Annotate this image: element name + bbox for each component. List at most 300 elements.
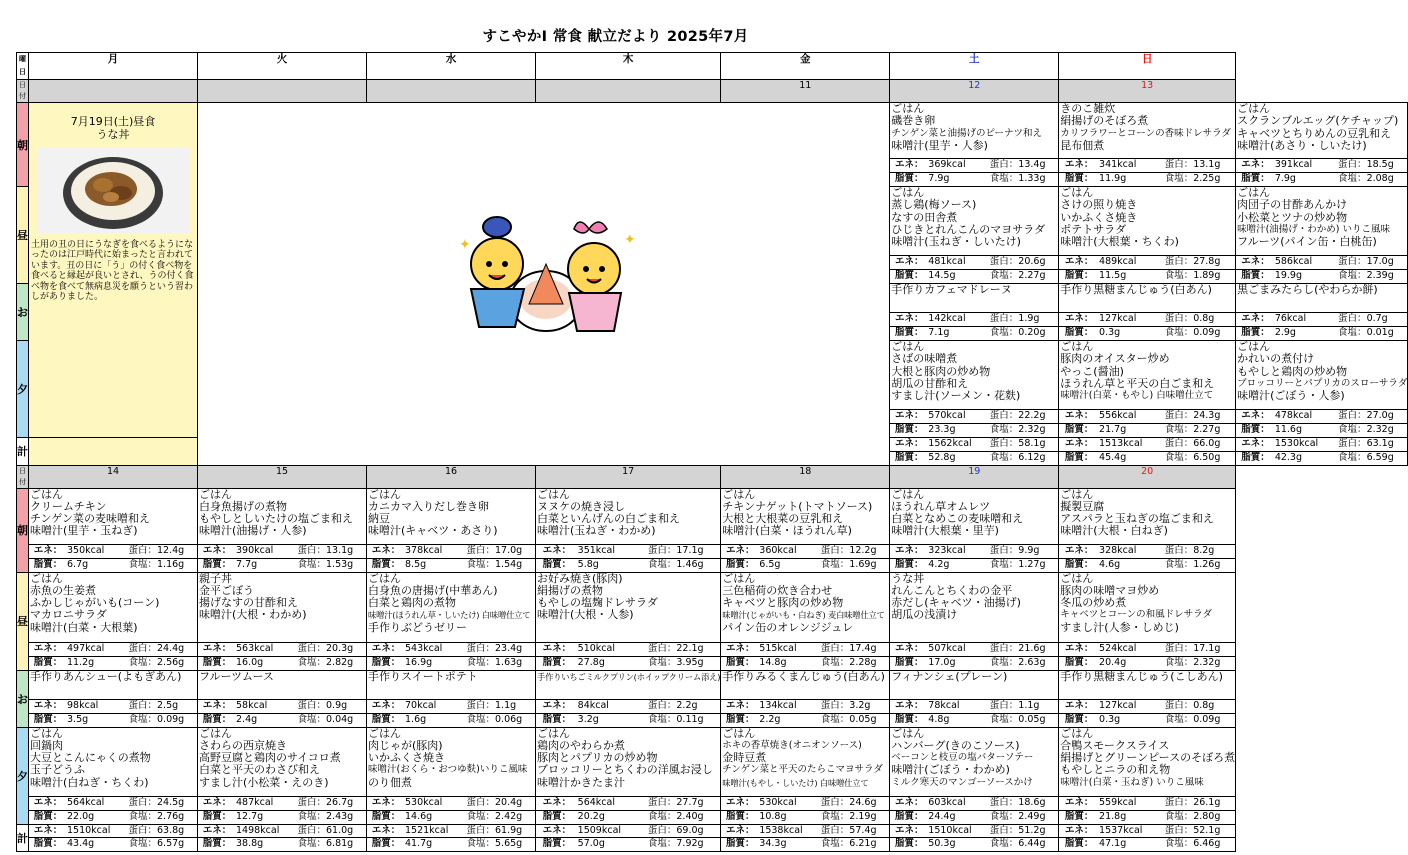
protein-value: 69.0g: [676, 825, 720, 838]
menu-items: [890, 573, 1058, 622]
fat-label: 脂質：: [1241, 270, 1270, 282]
fat-label: 脂質：: [1064, 424, 1094, 436]
salt-label: 食塩：: [466, 656, 495, 668]
meal-cell: [1236, 187, 1408, 284]
salt-value: 2.28g: [849, 656, 877, 668]
protein-value: 20.6g: [1018, 256, 1058, 270]
energy-value: 497kcal: [67, 643, 115, 657]
protein-value: 57.4g: [849, 825, 889, 838]
protein-value: 13.1g: [326, 545, 366, 559]
energy-label: エネ：: [890, 410, 928, 424]
fat-value: 57.0g: [577, 838, 605, 850]
meal-cell: [890, 341, 1059, 438]
energy-value: 530kcal: [405, 797, 453, 811]
meal-block: [29, 728, 197, 824]
menu-item: 白菜となめこの麦味噌和え: [891, 512, 1024, 526]
salt-label: 食塩：: [1164, 327, 1194, 339]
energy-value: 390kcal: [236, 545, 284, 559]
meal-cell: [536, 572, 721, 670]
nutrition-block: [536, 699, 720, 727]
protein-label: 蛋白：: [630, 825, 676, 838]
salt-label: 食塩：: [989, 713, 1019, 725]
energy-label: エネ：: [1059, 438, 1099, 451]
salt-label: 食塩：: [128, 838, 157, 850]
nutrition-block: [536, 642, 720, 670]
nutrition-block: [1236, 312, 1407, 340]
menu-item: ひじきとれんこんのマヨサラダ: [891, 222, 1046, 236]
fat-label: 脂質：: [726, 558, 755, 570]
nutrition-block: [367, 699, 535, 727]
protein-value: 63.1g: [1367, 438, 1408, 451]
fat-label: 脂質：: [1241, 327, 1270, 339]
protein-value: 20.4g: [495, 797, 535, 811]
energy-value: 328kcal: [1099, 545, 1149, 559]
protein-value: 23.4g: [495, 643, 535, 657]
illustration-area: [198, 103, 890, 466]
fat-value: 11.5g: [1099, 270, 1127, 282]
energy-label: エネ：: [890, 643, 928, 657]
protein-value: 24.3g: [1193, 410, 1235, 424]
menu-items: [721, 728, 889, 789]
menu-items: [367, 728, 535, 789]
nutrition-block: [29, 642, 197, 670]
meal-cell: [721, 572, 890, 670]
salt-label: 食塩：: [647, 713, 677, 725]
fat-label: 脂質：: [371, 558, 401, 570]
salt-value: 0.20g: [1018, 327, 1046, 339]
energy-value: 564kcal: [578, 797, 631, 811]
menu-item: ブロッコリーとちくわの洋風お浸し: [537, 763, 713, 777]
fat-label: 脂質：: [542, 810, 572, 822]
protein-label: 蛋白：: [630, 545, 676, 559]
salt-value: 0.09g: [1193, 713, 1221, 725]
energy-value: 543kcal: [405, 643, 453, 657]
meal-cell: [1059, 284, 1236, 341]
menu-item: さけの照り焼き: [1060, 198, 1138, 212]
energy-value: 341kcal: [1099, 159, 1149, 173]
menu-item: ごはん: [891, 340, 925, 353]
salt-value: 0.05g: [1018, 713, 1046, 725]
menu-item: 手作りスイートポテト: [368, 669, 478, 683]
energy-label: エネ：: [536, 797, 578, 811]
fat-value: 24.4g: [928, 810, 956, 822]
protein-label: 蛋白：: [284, 700, 326, 714]
energy-label: エネ：: [198, 825, 236, 838]
feature-subtitle: うな丼: [96, 128, 130, 141]
menu-items: [198, 728, 366, 789]
fat-value: 3.2g: [577, 713, 599, 725]
energy-value: 510kcal: [578, 643, 631, 657]
menu-item: 豚肉とパプリカの炒め物: [537, 751, 658, 765]
energy-value: 524kcal: [1099, 643, 1149, 657]
weekday-header: 日: [1059, 53, 1236, 80]
protein-value: 12.4g: [157, 545, 197, 559]
salt-value: 0.04g: [326, 713, 354, 725]
daily-total-nutrition: [890, 438, 1058, 465]
menu-item: 胡瓜の浅漬け: [891, 608, 958, 622]
menu-item: ごはん: [1237, 102, 1271, 115]
energy-label: エネ：: [1236, 256, 1275, 270]
energy-value: 98kcal: [67, 700, 115, 714]
fat-value: 27.8g: [577, 656, 605, 668]
energy-value: 559kcal: [1099, 797, 1149, 811]
menu-item: 擬製豆腐: [1060, 499, 1105, 513]
nutrition-block: [890, 312, 1058, 340]
menu-item: マカロニサラダ: [30, 608, 107, 622]
fat-label: 脂質：: [726, 713, 755, 725]
fat-value: 20.4g: [1099, 656, 1127, 668]
meal-block: [536, 489, 720, 572]
menu-item: なすの田舎煮: [891, 210, 958, 224]
nutrition-block: [890, 642, 1058, 670]
nutrition-block: [1059, 312, 1235, 340]
nutrition-block: [721, 642, 889, 670]
energy-value: 360kcal: [759, 545, 807, 559]
salt-label: 食塩：: [989, 838, 1019, 850]
meal-block: [890, 341, 1058, 437]
menu-item: 味噌汁(里芋・人参): [891, 138, 988, 152]
protein-value: 52.1g: [1193, 825, 1235, 838]
meal-block: [367, 573, 535, 670]
energy-label: エネ：: [1059, 545, 1099, 559]
youbi-label: 曜日: [17, 53, 29, 80]
salt-label: 食塩：: [297, 713, 326, 725]
protein-label: 蛋白：: [453, 545, 495, 559]
fat-value: 7.7g: [236, 558, 258, 570]
fat-label: 脂質：: [1241, 451, 1270, 463]
menu-item: 味噌汁(大根葉・ちくわ): [1060, 235, 1179, 249]
menu-item: 味噌汁(玉ねぎ・しいたけ): [891, 235, 1021, 249]
menu-item: 味噌汁(白菜・もやし) 白味噌仕立て: [1060, 390, 1214, 402]
menu-item: ごはん: [199, 726, 232, 740]
hizuke-label: 日付: [17, 80, 29, 103]
menu-item: 手作りあんシュー(よもぎあん): [30, 669, 182, 683]
menu-item: クリームチキン: [30, 499, 107, 513]
salt-value: 1.54g: [495, 558, 523, 570]
date-cell: 16: [367, 465, 536, 488]
salt-label: 食塩：: [820, 838, 850, 850]
protein-value: 8.2g: [1193, 545, 1235, 559]
nutrition-block: [721, 544, 889, 572]
meal-cell: [721, 670, 890, 727]
fat-label: 脂質：: [371, 810, 401, 822]
fat-value: 38.8g: [236, 838, 264, 850]
protein-value: 1.1g: [1018, 700, 1058, 714]
protein-value: 21.6g: [1018, 643, 1058, 657]
fat-label: 脂質：: [542, 656, 572, 668]
fat-label: 脂質：: [1064, 270, 1094, 282]
menu-items: [1236, 187, 1407, 248]
meal-label-yuu: 夕: [17, 727, 29, 824]
energy-value: 570kcal: [928, 410, 976, 424]
menu-item: 味噌汁(白菜・大根葉): [30, 620, 138, 634]
fat-label: 脂質：: [202, 838, 232, 850]
meal-block: [367, 671, 535, 727]
meal-cell: [1236, 103, 1408, 187]
nutrition-block: [1236, 255, 1407, 283]
page-title: すこやかⅠ 常食 献立だより 2025年7月: [482, 29, 749, 45]
fat-value: 21.8g: [1099, 810, 1127, 822]
nutrition-block: [1059, 158, 1235, 186]
menu-item: 味噌汁(玉ねぎ・わかめ): [537, 524, 656, 538]
fat-label: 脂質：: [1064, 451, 1094, 463]
menu-items: [1236, 103, 1407, 152]
protein-label: 蛋白：: [1149, 159, 1193, 173]
fat-label: 脂質：: [1241, 173, 1270, 185]
salt-label: 食塩：: [1164, 270, 1194, 282]
energy-label: エネ：: [198, 545, 236, 559]
meal-cell: [890, 727, 1059, 824]
salt-label: 食塩：: [1164, 713, 1194, 725]
protein-label: 蛋白：: [284, 643, 326, 657]
menu-item: ごはん: [722, 726, 756, 740]
menu-item: 高野豆腐と鶏肉のサイコロ煮: [199, 751, 341, 765]
salt-label: 食塩：: [1164, 451, 1194, 463]
meal-cell: [536, 824, 721, 852]
menu-items: [536, 489, 720, 538]
salt-label: 食塩：: [820, 810, 850, 822]
protein-value: 22.1g: [676, 643, 720, 657]
menu-item: ごはん: [891, 102, 925, 115]
energy-label: エネ：: [1059, 643, 1099, 657]
protein-label: 蛋白：: [115, 700, 157, 714]
nutrition-block: [1236, 409, 1407, 437]
salt-label: 食塩：: [1164, 424, 1194, 436]
fat-label: 脂質：: [895, 656, 924, 668]
protein-value: 13.1g: [1193, 159, 1235, 173]
weekday-header: 木: [536, 53, 721, 80]
menu-item: ごはん: [199, 487, 232, 501]
protein-label: 蛋白：: [807, 700, 849, 714]
salt-value: 1.26g: [1193, 558, 1221, 570]
feature-blank: [29, 438, 198, 466]
protein-label: 蛋白：: [453, 643, 495, 657]
energy-label: エネ：: [367, 825, 405, 838]
menu-items: [367, 489, 535, 538]
fat-label: 脂質：: [33, 558, 63, 570]
menu-item: 大根と豚肉の炒め物: [891, 364, 991, 378]
fat-label: 脂質：: [542, 838, 572, 850]
energy-value: 127kcal: [1099, 700, 1149, 714]
salt-label: 食塩：: [989, 810, 1019, 822]
meal-block: [536, 671, 720, 727]
protein-label: 蛋白：: [976, 438, 1018, 451]
protein-label: 蛋白：: [1324, 159, 1367, 173]
protein-label: 蛋白：: [1149, 700, 1193, 714]
meal-cell: [1236, 438, 1408, 466]
energy-label: エネ：: [367, 797, 405, 811]
meal-block: [1059, 284, 1235, 340]
protein-label: 蛋白：: [115, 825, 157, 838]
energy-value: 1521kcal: [405, 825, 453, 838]
protein-value: 0.7g: [1367, 313, 1408, 327]
menu-item: ごはん: [30, 726, 63, 740]
protein-value: 27.8g: [1193, 256, 1235, 270]
fat-value: 16.0g: [236, 656, 264, 668]
salt-value: 2.76g: [157, 810, 185, 822]
salt-value: 6.59g: [1366, 451, 1394, 463]
meal-cell: [536, 670, 721, 727]
menu-item: ごはん: [1237, 186, 1271, 199]
nutrition-block: [1059, 409, 1235, 437]
protein-value: 63.8g: [157, 825, 197, 838]
fat-value: 17.0g: [928, 656, 956, 668]
energy-label: エネ：: [1059, 256, 1099, 270]
energy-value: 487kcal: [236, 797, 284, 811]
daily-total-nutrition: [1059, 438, 1235, 465]
meal-block: [29, 573, 197, 670]
menu-item: チンゲン菜と平天のたらこマヨサラダ: [722, 764, 883, 776]
fat-value: 7.9g: [1274, 173, 1296, 185]
energy-value: 1498kcal: [236, 825, 284, 838]
menu-item: 手作りいちごミルクプリン(ホイップクリーム添え): [537, 671, 721, 682]
menu-item: すまし汁(小松菜・えのき): [199, 775, 329, 789]
protein-value: 24.6g: [849, 797, 889, 811]
fat-value: 47.1g: [1099, 838, 1127, 850]
protein-value: 24.4g: [157, 643, 197, 657]
meal-row-hiru: [17, 572, 1408, 670]
energy-value: 1530kcal: [1275, 438, 1324, 451]
meal-cell: [890, 488, 1059, 572]
meal-cell: [1059, 103, 1236, 187]
menu-item: ごはん: [537, 726, 570, 740]
energy-label: エネ：: [721, 825, 759, 838]
protein-value: 1.9g: [1018, 313, 1058, 327]
daily-total-nutrition: [721, 825, 889, 852]
energy-value: 1538kcal: [759, 825, 807, 838]
salt-label: 食塩：: [989, 558, 1019, 570]
meal-row-asa: [17, 488, 1408, 572]
fat-value: 52.8g: [928, 451, 956, 463]
meal-block: [1236, 187, 1407, 283]
energy-value: 1509kcal: [578, 825, 631, 838]
salt-value: 0.09g: [1193, 327, 1221, 339]
weekday-header: 月: [29, 53, 198, 80]
salt-value: 2.40g: [676, 810, 704, 822]
salt-label: 食塩：: [989, 327, 1019, 339]
energy-value: 1513kcal: [1099, 438, 1149, 451]
menu-item: のり佃煮: [368, 775, 412, 789]
protein-value: 27.0g: [1367, 410, 1408, 424]
meal-cell: [1236, 341, 1408, 438]
nutrition-block: [890, 409, 1058, 437]
salt-label: 食塩：: [1164, 810, 1194, 822]
menu-item: 味噌汁(大根葉・里芋): [891, 524, 999, 538]
fat-value: 4.6g: [1099, 558, 1121, 570]
menu-item: 黒ごまみたらし(やわらか餅): [1237, 283, 1378, 296]
salt-label: 食塩：: [297, 656, 326, 668]
energy-value: 142kcal: [928, 313, 976, 327]
energy-value: 586kcal: [1275, 256, 1324, 270]
salt-label: 食塩：: [297, 558, 326, 570]
energy-label: エネ：: [29, 643, 67, 657]
fat-value: 23.3g: [928, 424, 956, 436]
meal-block: [1059, 341, 1235, 437]
meal-block: [1059, 573, 1235, 670]
menu-item: ごはん: [891, 487, 925, 501]
menu-items: [29, 573, 197, 634]
fat-value: 1.6g: [405, 713, 427, 725]
menu-item: 白菜と平天のわさび和え: [199, 763, 320, 777]
meal-block: [198, 573, 366, 670]
energy-label: エネ：: [890, 797, 928, 811]
meal-cell: [1059, 824, 1236, 852]
energy-label: エネ：: [1059, 159, 1099, 173]
menu-item: ごはん: [1060, 571, 1094, 585]
protein-label: 蛋白：: [1149, 410, 1193, 424]
salt-value: 1.27g: [1018, 558, 1046, 570]
menu-items: [198, 573, 366, 622]
meal-cell: [890, 438, 1059, 466]
menu-item: 白身魚揚げの煮物: [199, 499, 287, 513]
menu-item: 豚肉のオイスター炒め: [1060, 352, 1170, 366]
fat-label: 脂質：: [895, 451, 924, 463]
menu-item: 鶏肉のやわらか煮: [537, 738, 625, 752]
feature-box: [29, 103, 198, 438]
salt-value: 1.16g: [157, 558, 185, 570]
energy-value: 563kcal: [236, 643, 284, 657]
salt-value: 2.49g: [1018, 810, 1046, 822]
menu-item: 赤だし(キャベツ・油揚げ): [891, 596, 1021, 610]
energy-label: エネ：: [890, 159, 928, 173]
salt-label: 食塩：: [1164, 173, 1194, 185]
protein-label: 蛋白：: [1149, 313, 1193, 327]
menu-item: 味噌汁(ほうれん草・しいたけ) 白味噌仕立て: [368, 610, 531, 621]
salt-label: 食塩：: [989, 173, 1019, 185]
salt-value: 2.32g: [1018, 424, 1046, 436]
protein-label: 蛋白：: [976, 545, 1018, 559]
menu-item: ごはん: [368, 487, 401, 501]
meal-label-asa: 朝: [17, 488, 29, 572]
protein-label: 蛋白：: [1324, 256, 1367, 270]
fat-label: 脂質：: [1064, 810, 1094, 822]
date-cell: 17: [536, 465, 721, 488]
menu-items: [29, 489, 197, 538]
meal-cell: [1059, 727, 1236, 824]
meal-label-yuu: 夕: [17, 341, 29, 438]
menu-item: 絹揚げの煮物: [537, 583, 603, 597]
protein-value: 26.7g: [326, 797, 366, 811]
weekday-header: 水: [367, 53, 536, 80]
menu-item: ブロッコリーとパプリカのスローサラダ: [1237, 377, 1408, 389]
menu-item: パイン缶のオレンジジュレ: [722, 620, 854, 634]
energy-label: エネ：: [1059, 700, 1099, 714]
salt-label: 食塩：: [128, 713, 157, 725]
menu-item: チキンナゲット(トマトソース): [722, 499, 873, 513]
meal-cell: [29, 488, 198, 572]
menu-item: すまし汁(ソーメン・花麩): [891, 389, 1021, 403]
salt-value: 1.69g: [849, 558, 877, 570]
nutrition-block: [29, 544, 197, 572]
menu-item: 味噌汁(白菜・玉ねぎ) いりこ風味: [1060, 776, 1204, 788]
meal-cell: [367, 670, 536, 727]
energy-label: エネ：: [536, 825, 578, 838]
protein-label: 蛋白：: [1324, 410, 1367, 424]
menu-item: 味噌汁(白ねぎ・ちくわ): [30, 775, 149, 789]
fat-value: 19.9g: [1274, 270, 1303, 282]
menu-item: ごはん: [1060, 186, 1094, 199]
daily-total-nutrition: [1236, 438, 1407, 465]
fat-value: 3.5g: [67, 713, 89, 725]
menu-item: 味噌汁(じゃがいも・白ねぎ) 麦白味噌仕立て: [722, 610, 885, 621]
protein-label: 蛋白：: [976, 159, 1018, 173]
salt-label: 食塩：: [1338, 451, 1367, 463]
menu-items: [1059, 573, 1235, 634]
meal-cell: [29, 727, 198, 824]
salt-label: 食塩：: [647, 838, 677, 850]
menu-item: 肉団子の甘酢あんかけ: [1237, 198, 1348, 212]
nutrition-block: [890, 544, 1058, 572]
